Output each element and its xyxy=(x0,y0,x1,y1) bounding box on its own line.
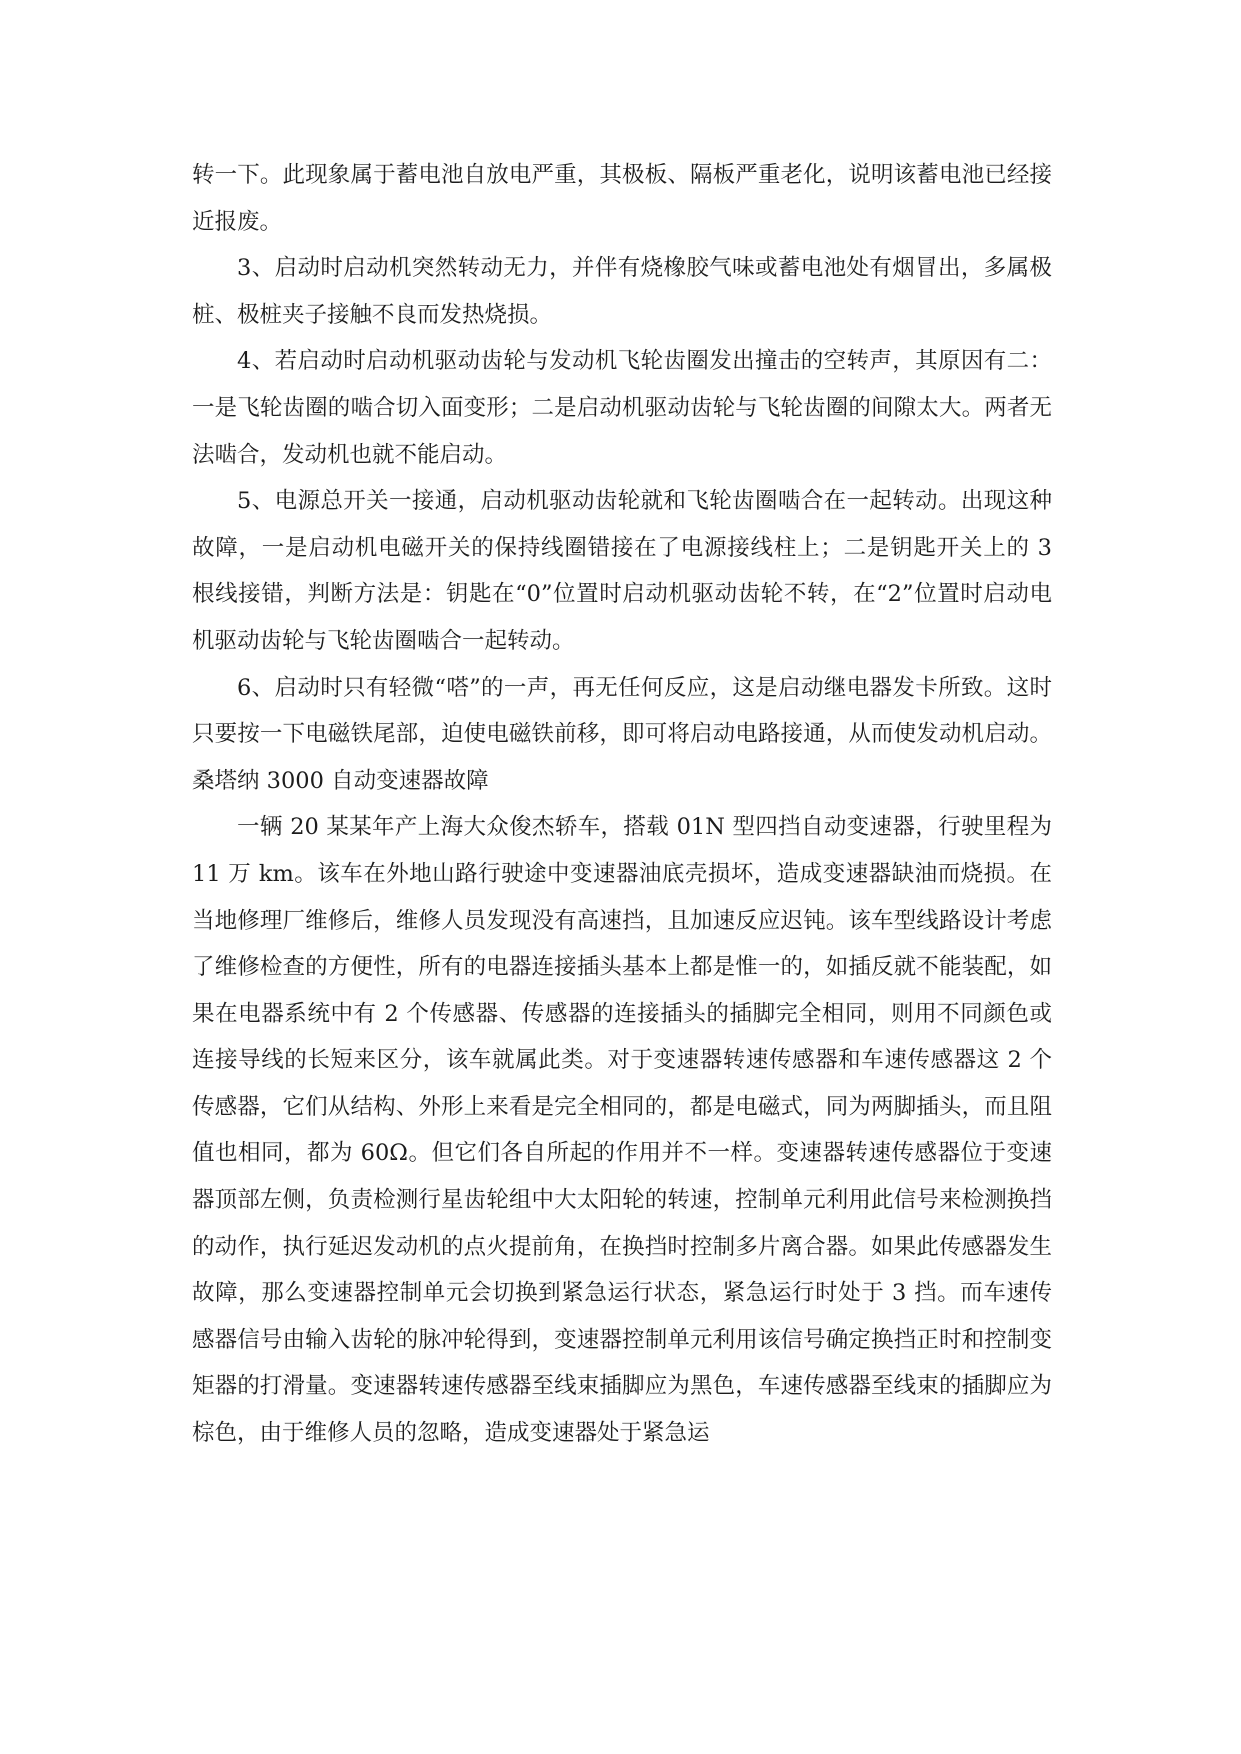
document-body xyxy=(192,152,1052,1457)
paragraph-santana-case: 一辆 20 某某年产上海大众俊杰轿车，搭载 01N 型四挡自动变速器，行驶里程为 11 万 km。该车在外地山路行驶途中变速器油底壳损坏，造成变速器缺油而烧损。在当地修理厂维修后，维修人员发现没有高速挡，且加速反应迟钝。该车型线路设计考虑了维修检查的方便性，所有的电器连接插头基本上都是惟一的，如插反就不能装配，如果在电器系统中有 2 个传感器、传感器的连接插头的插脚完全相同，则用不同颜色或连接导线的长短来区分，该车就属此类。对于变速器转速传感器和车速传感器这 2 个传感器，它们从结构、外形上来看是完全相同的，都是电磁式，同为两脚插头，而且阻值也相同，都为 60Ω。但它们各自所起的作用并不一样。变速器转速传感器位于变速器顶部左侧，负责检测行星齿轮组中大太阳轮的转速，控制单元利用此信号来检测换挡的动作，执行延迟发动机的点火提前角，在换挡时控制多片离合器。如果此传感器发生故障，那么变速器控制单元会切换到紧急运行状态，紧急运行时处于 3 挡。而车速传感器信号由输入齿轮的脉冲轮得到，变速器控制单元利用该信号确定换挡正时和控制变矩器的打滑量。变速器转速传感器至线束插脚应为黑色，车速传感器至线束的插脚应为棕色，由于维修人员的忽略，造成变速器处于紧急运 xyxy=(192,814,1052,1447)
paragraph-item-6: 6、启动时只有轻微“嗒”的一声，再无任何反应，这是启动继电器发卡所致。这时只要按一下电磁铁尾部，迫使电磁铁前移，即可将启动电路接通，从而使发动机启动。桑塔纳 3000 自动变速器故障 xyxy=(192,674,1052,794)
paragraph-item-4: 4、若启动时启动机驱动齿轮与发动机飞轮齿圈发出撞击的空转声，其原因有二：一是飞轮齿圈的啮合切入面变形；二是启动机驱动齿轮与飞轮齿圈的间隙太大。两者无法啮合，发动机也就不能启动。 xyxy=(192,348,1052,468)
paragraph-item-5: 5、电源总开关一接通，启动机驱动齿轮就和飞轮齿圈啮合在一起转动。出现这种故障，一是启动机电磁开关的保持线圈错接在了电源接线柱上；二是钥匙开关上的 3 根线接错，判断方法是：钥匙在“0”位置时启动机驱动齿轮不转，在“2”位置时启动电机驱动齿轮与飞轮齿圈啮合一起转动。 xyxy=(192,488,1052,654)
paragraph-battery-self-discharge: 转一下。此现象属于蓄电池自放电严重，其极板、隔板严重老化，说明该蓄电池已经接近报废。 xyxy=(192,162,1052,235)
paragraph-item-3: 3、启动时启动机突然转动无力，并伴有烧橡胶气味或蓄电池处有烟冒出，多属极桩、极桩夹子接触不良而发热烧损。 xyxy=(192,255,1052,328)
